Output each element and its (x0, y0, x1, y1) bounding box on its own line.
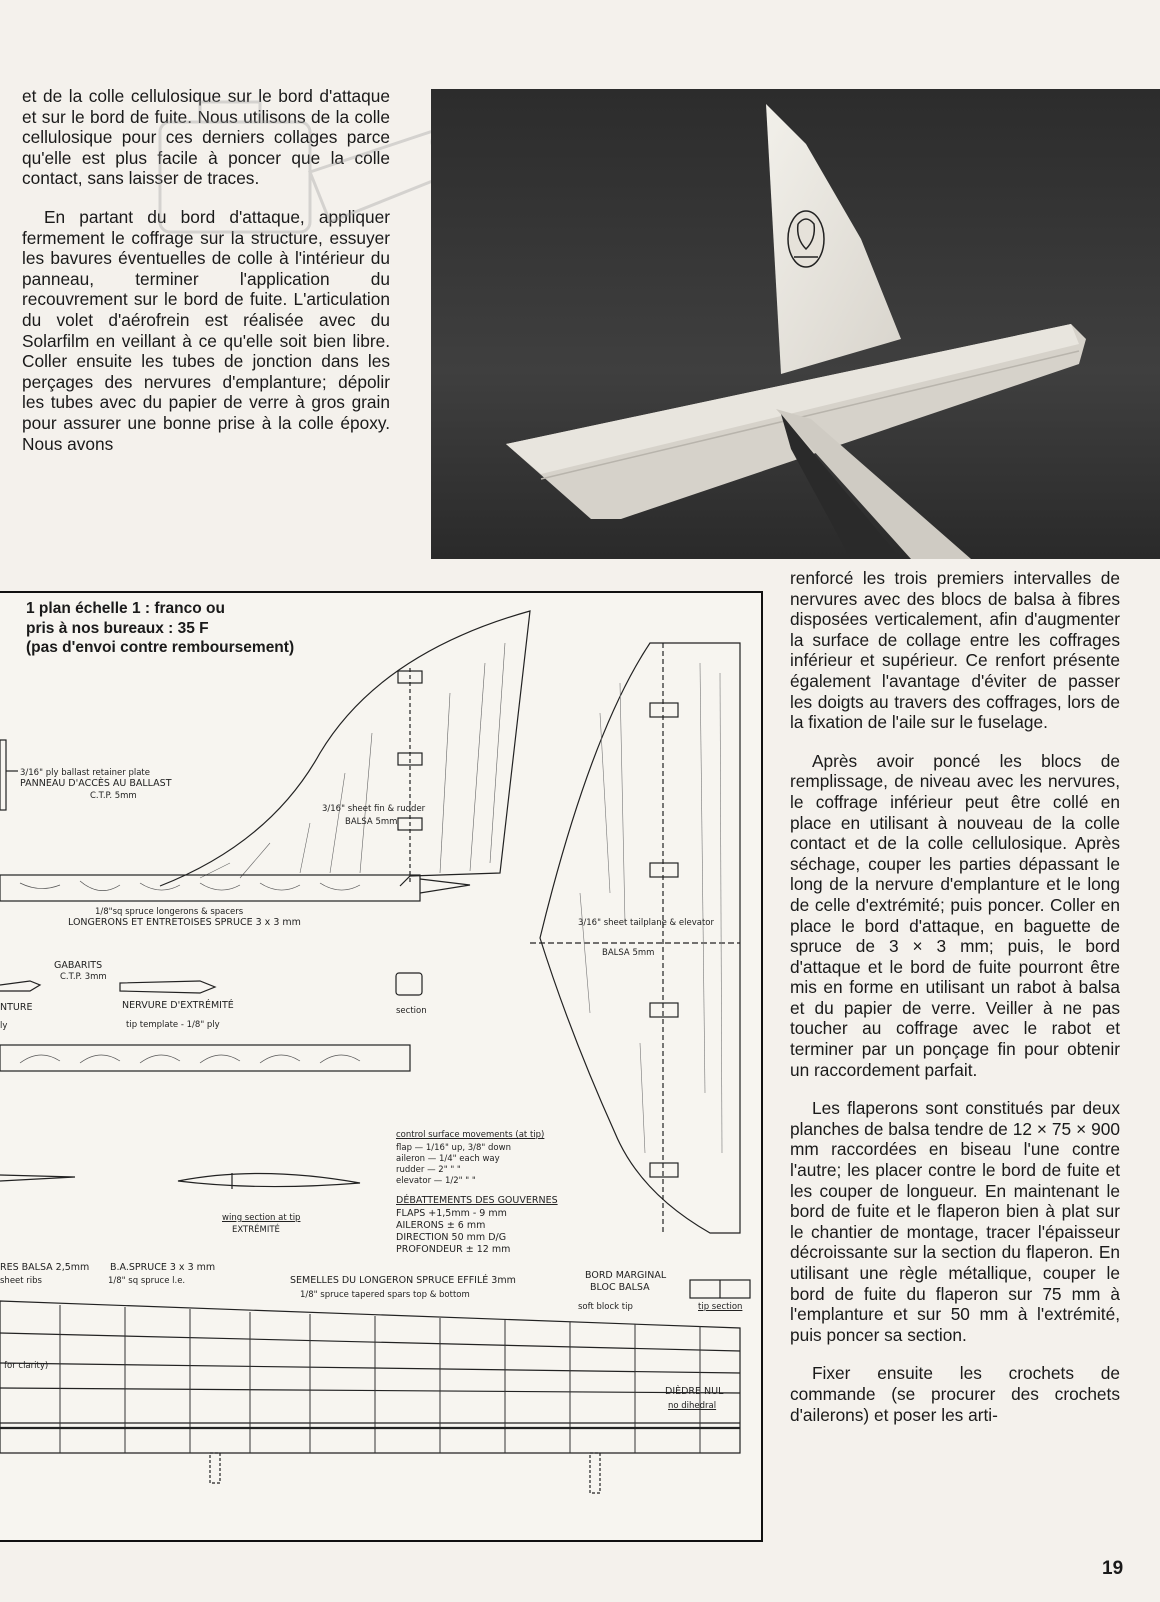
paragraph: En partant du bord d'attaque, appliquer fermement le coffrage sur la structure, essuyer les bavures éventuelles de colle à l'intérieur du panneau, terminer l'application du recouvrement sur le bord de fuite. L'articulation du volet d'aérofrein est réalisée avec du Solarfilm en veillant à ce qu'elle soit bien libre. Coller ensuite les tubes de jonction dans les perçages des nervures d'emplanture; dépolir les tubes avec du papier de verre à gros grain pour assurer une bonne prise à la colle époxy. Nous avons (22, 206, 390, 454)
plan-label: AILERONS ± 6 mm (396, 1220, 486, 1231)
plan-label: SEMELLES DU LONGERON SPRUCE EFFILÉ 3mm (290, 1275, 516, 1286)
plan-label: 1/8" sq spruce l.e. (108, 1276, 186, 1286)
caption-line: 1 plan échelle 1 : franco ou (26, 600, 225, 617)
plan-label: BALSA 5mm (345, 817, 398, 827)
plan-drawing (0, 591, 763, 1542)
caption-line: (pas d'envoi contre remboursement) (26, 639, 295, 656)
plan-label: BALSA 5mm (602, 948, 655, 958)
plan-label: DÉBATTEMENTS DES GOUVERNES (396, 1195, 558, 1206)
plan-label: 3/16" ply ballast retainer plate (20, 768, 150, 778)
plan-label: 1/8" spruce tapered spars top & bottom (300, 1290, 470, 1300)
plan-label: PANNEAU D'ACCÈS AU BALLAST (20, 778, 172, 789)
plan-label: B.A.SPRUCE 3 x 3 mm (110, 1262, 216, 1273)
plan-label: DIRECTION 50 mm D/G (396, 1232, 507, 1243)
paragraph: renforcé les trois premiers intervalles de nervures avec des blocs de balsa à fibres disposées verticalement, afin d'augmenter la surface de collage entre les coffrages inférieur et supérieur. Ce renfort présente également l'avantage d'éviter de passer les doigts au travers des coffrages, lors de la fixation de l'aile sur le fuselage. (790, 568, 1120, 733)
right-text-column (790, 568, 1120, 1443)
tail-photo-image (431, 89, 1160, 559)
plan-label: 3/16" sheet fin & rudder (322, 804, 426, 814)
plan-label: wing section at tip (222, 1213, 301, 1223)
plan-label: flap — 1/16" up, 3/8" down (396, 1143, 511, 1153)
plan-label: LONGERONS ET ENTRETOISES SPRUCE 3 x 3 mm (68, 917, 301, 928)
plan-label: BLOC BALSA (590, 1282, 650, 1293)
plan-label: elevator — 1/2" " " (396, 1176, 476, 1186)
page-number: 19 (1102, 1558, 1124, 1579)
plan-label: sheet ribs (0, 1276, 42, 1286)
plan-label: tip template - 1/8" ply (126, 1020, 220, 1030)
plan-label: section (396, 1006, 427, 1016)
plan-label: EXTRÉMITÉ (232, 1225, 280, 1235)
plan-label: 1/8"sq spruce longerons & spacers (95, 907, 244, 917)
plan-label: soft block tip (578, 1302, 633, 1312)
paragraph: et de la colle cellulosique sur le bord d'attaque et sur le bord de fuite. Nous utilisons de la colle cellulosique pour ces derniers collages parce qu'elle est plus facile à poncer que la colle contact, sans laisser de traces. (22, 86, 390, 189)
plan-label: aileron — 1/4" each way (396, 1154, 500, 1164)
fin-outline (160, 611, 530, 886)
plan-label: no dihedral (668, 1401, 717, 1411)
caption-line: pris à nos bureaux : 35 F (26, 619, 209, 637)
left-text-column (22, 86, 390, 472)
plan-label: rudder — 2" " " (396, 1165, 461, 1175)
plan-label: ly (0, 1021, 8, 1031)
plan-label: for clarity) (4, 1361, 49, 1371)
plan-label: RES BALSA 2,5mm (0, 1262, 90, 1273)
plan-lines (0, 593, 761, 1540)
plan-label: BORD MARGINAL (585, 1270, 667, 1281)
plan-label: C.T.P. 5mm (90, 791, 137, 801)
plan-label: DIÈDRE NUL (665, 1386, 724, 1397)
paragraph: Après avoir poncé les blocs de remplissage, de niveau avec les nervures, le coffrage inférieur peut être collé en place en utilisant à nouveau de la colle contact et de la colle cellulosique. Après séchage, couper les parties dépassant le long de la nervure d'emplanture et le long de celle d'extrémité; puis poncer. Coller en place le bord d'attaque, en baguette de spruce de 3 × 3 mm; puis, le bord d'attaque et le bord de fuite pourront être mis en forme en utilisant un rabot à balsa et du papier de verre. Veiller à ne pas toucher au coffrage avec le rabot et terminer par un ponçage fin pour obtenir un raccordement parfait. (790, 750, 1120, 1080)
tailplane-outline (540, 643, 740, 1233)
plan-label: tip section (698, 1302, 743, 1312)
plan-label: PROFONDEUR ± 12 mm (396, 1244, 511, 1255)
paragraph: Les flaperons sont constitués par deux planches de balsa tendre de 12 × 75 × 900 mm raccordées en biseau l'une contre l'autre; les placer contre le bord de fuite et les couper de longueur. En maintenant le bord de fuite et le flaperon bien à plat sur le chantier de montage, tracer l'épaisseur décroissante sur la section du flaperon. En utilisant une règle métallique, couper le bord de fuite du flaperon sur 75 mm à l'emplanture et sur 50 mm à l'extrémité, puis poncer sa section. (790, 1098, 1120, 1345)
plan-label: NERVURE D'EXTRÉMITÉ (122, 1000, 234, 1011)
plan-label: GABARITS (54, 960, 103, 971)
plan-label: control surface movements (at tip) (396, 1130, 545, 1140)
tail-photo (431, 89, 1160, 559)
plan-label: NTURE (0, 1002, 33, 1013)
wing-plan-outline (0, 1301, 743, 1453)
plan-label: 3/16" sheet tailplane & elevator (578, 918, 714, 928)
plan-label: C.T.P. 3mm (60, 972, 107, 982)
plan-label: FLAPS +1,5mm - 9 mm (396, 1208, 507, 1219)
paragraph: Fixer ensuite les crochets de commande (se procurer des crochets d'ailerons) et poser les arti- (790, 1363, 1120, 1425)
